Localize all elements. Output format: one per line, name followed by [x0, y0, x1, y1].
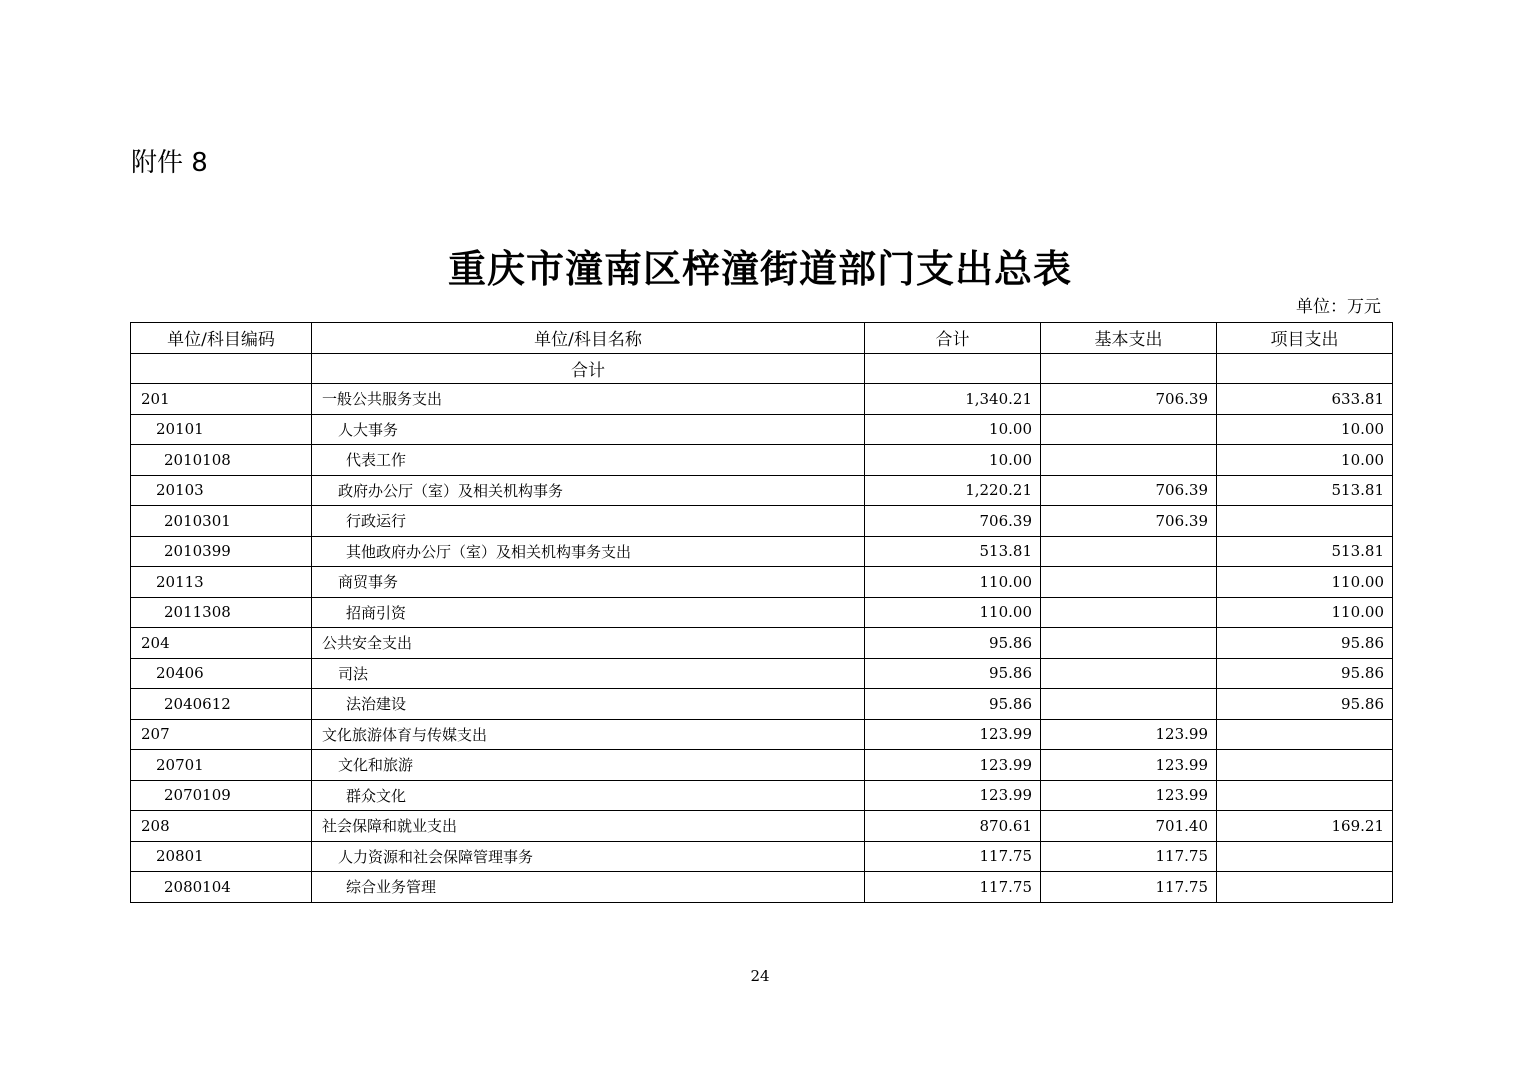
row-project: 110.00 — [1217, 567, 1393, 598]
row-project: 95.86 — [1217, 689, 1393, 720]
row-basic — [1041, 445, 1217, 476]
row-name: 人大事务 — [312, 414, 865, 445]
row-total: 10.00 — [865, 445, 1041, 476]
row-total: 123.99 — [865, 719, 1041, 750]
row-project — [1217, 872, 1393, 903]
row-basic: 123.99 — [1041, 719, 1217, 750]
table-row — [131, 689, 1393, 720]
row-project — [1217, 841, 1393, 872]
row-basic: 701.40 — [1041, 811, 1217, 842]
row-project — [1217, 750, 1393, 781]
row-project: 10.00 — [1217, 445, 1393, 476]
row-basic — [1041, 658, 1217, 689]
row-name: 综合业务管理 — [312, 872, 865, 903]
table-row — [131, 506, 1393, 537]
row-name: 司法 — [312, 658, 865, 689]
row-code: 20101 — [131, 414, 312, 445]
header-code: 单位/科目编码 — [131, 323, 312, 354]
table-row — [131, 841, 1393, 872]
total-row-basic — [1041, 353, 1217, 384]
row-code: 20801 — [131, 841, 312, 872]
row-basic: 706.39 — [1041, 506, 1217, 537]
row-project: 513.81 — [1217, 536, 1393, 567]
total-row-project — [1217, 353, 1393, 384]
table-total-row — [131, 353, 1393, 384]
row-basic — [1041, 597, 1217, 628]
header-basic: 基本支出 — [1041, 323, 1217, 354]
row-project — [1217, 780, 1393, 811]
row-code: 2010301 — [131, 506, 312, 537]
total-row-total — [865, 353, 1041, 384]
table-row — [131, 628, 1393, 659]
document-title: 重庆市潼南区梓潼街道部门支出总表 — [447, 246, 1072, 291]
table-row — [131, 567, 1393, 598]
row-name: 政府办公厅（室）及相关机构事务 — [312, 475, 865, 506]
table-row — [131, 872, 1393, 903]
row-code: 2010108 — [131, 445, 312, 476]
total-row-name: 合计 — [312, 353, 865, 384]
row-name: 行政运行 — [312, 506, 865, 537]
row-total: 123.99 — [865, 750, 1041, 781]
table-row — [131, 445, 1393, 476]
row-project: 513.81 — [1217, 475, 1393, 506]
row-total: 95.86 — [865, 689, 1041, 720]
row-code: 2010399 — [131, 536, 312, 567]
row-basic: 123.99 — [1041, 780, 1217, 811]
row-name: 商贸事务 — [312, 567, 865, 598]
row-code: 207 — [131, 719, 312, 750]
row-name: 法治建设 — [312, 689, 865, 720]
row-code: 20113 — [131, 567, 312, 598]
row-total: 10.00 — [865, 414, 1041, 445]
page-number: 24 — [750, 967, 770, 985]
table-row — [131, 536, 1393, 567]
expenditure-table — [130, 322, 1393, 903]
row-code: 204 — [131, 628, 312, 659]
row-code: 20406 — [131, 658, 312, 689]
row-project: 95.86 — [1217, 628, 1393, 659]
row-basic: 706.39 — [1041, 475, 1217, 506]
row-project — [1217, 506, 1393, 537]
row-total: 513.81 — [865, 536, 1041, 567]
table-row — [131, 719, 1393, 750]
row-basic — [1041, 689, 1217, 720]
row-code: 2080104 — [131, 872, 312, 903]
row-project: 169.21 — [1217, 811, 1393, 842]
table-row — [131, 780, 1393, 811]
table-row — [131, 811, 1393, 842]
row-total: 1,340.21 — [865, 384, 1041, 415]
row-project — [1217, 719, 1393, 750]
row-basic — [1041, 628, 1217, 659]
row-basic: 123.99 — [1041, 750, 1217, 781]
row-code: 201 — [131, 384, 312, 415]
header-project: 项目支出 — [1217, 323, 1393, 354]
table-row — [131, 597, 1393, 628]
table-row — [131, 750, 1393, 781]
row-code: 2011308 — [131, 597, 312, 628]
row-name: 群众文化 — [312, 780, 865, 811]
row-name: 文化旅游体育与传媒支出 — [312, 719, 865, 750]
header-total: 合计 — [865, 323, 1041, 354]
row-total: 1,220.21 — [865, 475, 1041, 506]
attachment-label: 附件 8 — [131, 148, 208, 178]
row-name: 代表工作 — [312, 445, 865, 476]
row-name: 文化和旅游 — [312, 750, 865, 781]
table-row — [131, 414, 1393, 445]
row-name: 一般公共服务支出 — [312, 384, 865, 415]
row-total: 123.99 — [865, 780, 1041, 811]
row-basic — [1041, 536, 1217, 567]
table-header-row — [131, 323, 1393, 354]
row-basic: 117.75 — [1041, 841, 1217, 872]
row-total: 117.75 — [865, 841, 1041, 872]
row-project: 10.00 — [1217, 414, 1393, 445]
row-basic — [1041, 567, 1217, 598]
row-total: 117.75 — [865, 872, 1041, 903]
row-total: 870.61 — [865, 811, 1041, 842]
row-name: 社会保障和就业支出 — [312, 811, 865, 842]
row-code: 20103 — [131, 475, 312, 506]
row-code: 2040612 — [131, 689, 312, 720]
row-name: 其他政府办公厅（室）及相关机构事务支出 — [312, 536, 865, 567]
unit-label: 单位：万元 — [1296, 297, 1381, 317]
row-code: 2070109 — [131, 780, 312, 811]
row-basic: 706.39 — [1041, 384, 1217, 415]
row-total: 110.00 — [865, 597, 1041, 628]
row-total: 95.86 — [865, 628, 1041, 659]
row-name: 公共安全支出 — [312, 628, 865, 659]
row-project: 110.00 — [1217, 597, 1393, 628]
table-row — [131, 658, 1393, 689]
row-name: 人力资源和社会保障管理事务 — [312, 841, 865, 872]
row-project: 633.81 — [1217, 384, 1393, 415]
row-total: 110.00 — [865, 567, 1041, 598]
row-total: 706.39 — [865, 506, 1041, 537]
table-row — [131, 384, 1393, 415]
header-name: 单位/科目名称 — [312, 323, 865, 354]
row-code: 20701 — [131, 750, 312, 781]
row-basic: 117.75 — [1041, 872, 1217, 903]
total-row-code — [131, 353, 312, 384]
table-row — [131, 475, 1393, 506]
row-code: 208 — [131, 811, 312, 842]
row-basic — [1041, 414, 1217, 445]
row-total: 95.86 — [865, 658, 1041, 689]
row-name: 招商引资 — [312, 597, 865, 628]
row-project: 95.86 — [1217, 658, 1393, 689]
